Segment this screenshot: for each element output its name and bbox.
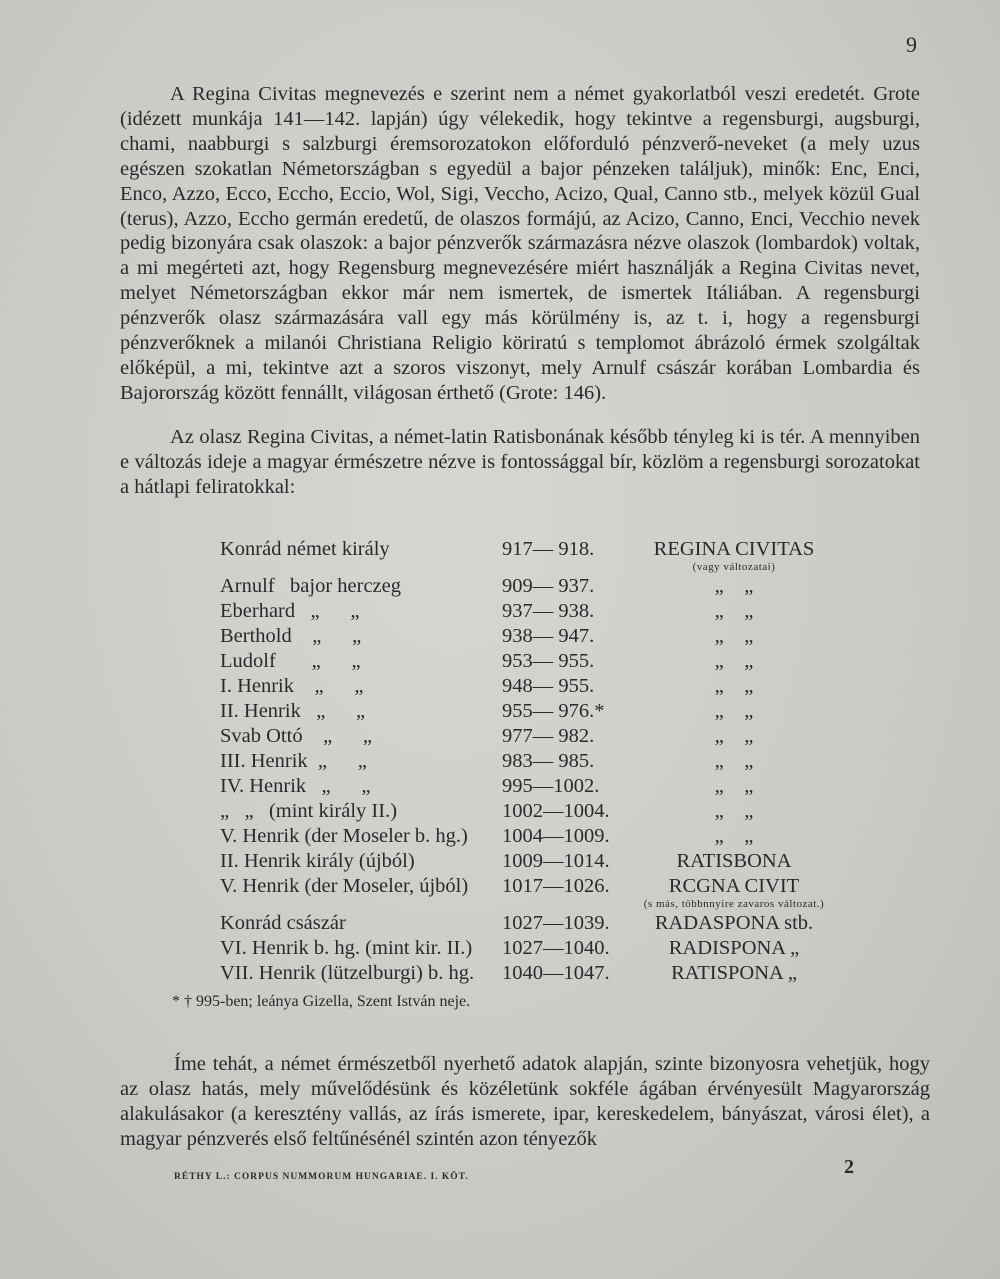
coin-legend <box>634 675 834 698</box>
ruler-name: VII. Henrik (lützelburgi) b. hg. <box>220 962 475 984</box>
coin-legend-text: „ „ <box>714 825 754 847</box>
reign-years: 938— 947. <box>502 625 595 647</box>
table-row <box>220 625 860 650</box>
coin-legend <box>634 775 834 798</box>
coin-legend <box>634 650 834 673</box>
paragraph-1 <box>120 82 920 406</box>
reign-years: 948— 955. <box>502 675 595 697</box>
coin-legend <box>634 600 834 623</box>
coin-legend-text: „ „ <box>714 700 754 722</box>
table-row <box>220 800 860 825</box>
coin-legend <box>634 750 834 773</box>
ruler-name: Svab Ottó „ „ <box>220 725 373 747</box>
coin-legend <box>634 912 834 935</box>
coin-legend <box>634 725 834 748</box>
coin-legend <box>634 850 834 873</box>
ruler-name: V. Henrik (der Moseler, újból) <box>220 875 469 897</box>
ruler-name: I. Henrik „ „ <box>220 675 364 697</box>
coin-legend-text: „ „ <box>714 800 754 822</box>
ruler-name: Ludolf „ „ <box>220 650 361 672</box>
table-row <box>220 650 860 675</box>
coin-legend-text: RATISBONA <box>676 850 792 872</box>
reign-years: 1040—1047. <box>502 962 610 984</box>
reign-years: 1002—1004. <box>502 800 610 822</box>
coin-legend <box>634 575 834 598</box>
reign-years: 1027—1039. <box>502 912 610 934</box>
paragraph-1-text: A Regina Civitas megnevezés e szerint nem a német gyakorlatból veszi eredetét. Grote (idézett munkája 141—142. lapján) úgy vélekedik, hogy tekintve a regensburgi, augsburgi, chami, naabburgi s salzburgi éremsorozatokon előforduló pénzverő-neveket (a mely uzus egészen szokatlan Németországban s egyedül a bajor pénzeken találjuk), minők: Enc, Enci, Enco, Azzo, Ecco, Eccho, Eccio, Wol, Sigi, Veccho, Acizo, Qual, Canno stb., melyek közül Gual (terus), Azzo, Eccho germán eredetű, de olaszos formájú, az Acizo, Canno, Enci, Vecchio nevek pedig bizonyára csak olaszok: a bajor pénzverők származásra nézve olaszok (lombardok) voltak, a mi megérteti azt, hogy Regensburg megnevezésére miért használják a Regina Civitas nevet, melyet Németországban ekkor már nem ismertek, de ismertek Itáliában. A regensburgi pénzverők olasz származására vall egy más körülmény is, az t. i, hogy a regensburgi pénzverőknek a milanói Christiana Religio köriratú s templomot ábrázoló érmek szolgáltak előképül, a mi, tekintve azt a szoros viszonyt, mely Arnulf császár korában Lombardia és Bajorország között fennállt, világosan érthető (Grote: 146). <box>120 83 920 404</box>
table-row <box>220 750 860 775</box>
table-row <box>220 875 860 912</box>
reign-years: 917— 918. <box>502 538 595 560</box>
printer-signature: RÉTHY L.: CORPUS NUMMORUM HUNGARIAE. I. KÖT. <box>174 1172 469 1182</box>
coin-legend <box>634 625 834 648</box>
legend-note: (s más, többnnyire zavaros változat.) <box>643 898 825 910</box>
ruler-name: Konrád német király <box>220 538 390 560</box>
ruler-name: Eberhard „ „ <box>220 600 360 622</box>
ruler-name: „ „ (mint király II.) <box>220 800 398 822</box>
coin-legend <box>634 962 834 985</box>
table-row <box>220 775 860 800</box>
signature-mark: 2 <box>844 1156 854 1178</box>
paragraph-3 <box>120 1052 930 1152</box>
table-row <box>220 725 860 750</box>
coin-legend-text: RADASPONA stb. <box>654 912 814 934</box>
paragraph-2-text: Az olasz Regina Civitas, a német-latin Ratisbonának később tényleg ki is tér. A mennyiben e változás ideje a magyar érmészetre nézve is fontossággal bír, közlöm a regensburgi sorozatokat a hátlapi feliratokkal: <box>120 426 920 498</box>
reign-years: 909— 937. <box>502 575 595 597</box>
paragraph-3-text: Íme tehát, a német érmészetből nyerhető adatok alapján, szinte bizonyosra vehetjük, hogy az olasz hatás, mely művelődésünk és közéletünk sokféle ágában érvényesült Magyarország alakulásakor (a keresztény vallás, az írás ismerete, ipar, kereskedelem, bányászat, városi élet), a magyar pénzverés első feltűnésénél szintén azon tényezők <box>120 1053 930 1150</box>
reign-years: 1009—1014. <box>502 850 610 872</box>
table-row <box>220 912 860 937</box>
ruler-name: V. Henrik (der Moseler b. hg.) <box>220 825 468 847</box>
table-row <box>220 962 860 987</box>
page-number: 9 <box>906 32 917 57</box>
coin-legend-text: „ „ <box>714 625 754 647</box>
coin-legend-text: „ „ <box>714 650 754 672</box>
coin-legend <box>634 800 834 823</box>
coin-legend-text: RADISPONA „ <box>668 937 800 959</box>
legend-note: (vagy változatai) <box>692 561 776 573</box>
ruler-name: Arnulf bajor herczeg <box>220 575 401 597</box>
reign-years: 937— 938. <box>502 600 595 622</box>
table-row <box>220 937 860 962</box>
coin-legend-text: „ „ <box>714 600 754 622</box>
reign-years: 995—1002. <box>502 775 600 797</box>
coin-legend-text: RCGNA CIVIT <box>668 875 800 897</box>
coin-legend-text: „ „ <box>714 750 754 772</box>
table-row <box>220 850 860 875</box>
ruler-name: II. Henrik király (újból) <box>220 850 415 872</box>
ruler-name: IV. Henrik „ „ <box>220 775 371 797</box>
ruler-name: Berthold „ „ <box>220 625 362 647</box>
coin-legend-text: „ „ <box>714 575 754 597</box>
reign-years: 953— 955. <box>502 650 595 672</box>
table-row <box>220 675 860 700</box>
reign-years: 977— 982. <box>502 725 595 747</box>
table-row <box>220 538 860 575</box>
reign-years: 955— 976.* <box>502 700 605 722</box>
reign-years: 1004—1009. <box>502 825 610 847</box>
coin-legend-text: „ „ <box>714 675 754 697</box>
rulers-coin-table <box>220 538 860 987</box>
ruler-name: II. Henrik „ „ <box>220 700 366 722</box>
coin-legend <box>634 937 834 960</box>
table-row <box>220 825 860 850</box>
ruler-name: VI. Henrik b. hg. (mint kir. II.) <box>220 937 473 959</box>
coin-legend <box>634 875 834 910</box>
reign-years: 983— 985. <box>502 750 595 772</box>
ruler-name: Konrád császár <box>220 912 346 934</box>
table-row <box>220 575 860 600</box>
coin-legend-text: „ „ <box>714 725 754 747</box>
paragraph-2 <box>120 425 920 500</box>
coin-legend <box>634 700 834 723</box>
ruler-name: III. Henrik „ „ <box>220 750 367 772</box>
footnote: * † 995-ben; leánya Gizella, Szent István neje. <box>172 993 471 1010</box>
coin-legend-text: REGINA CIVITAS <box>653 538 815 560</box>
coin-legend <box>634 538 834 573</box>
table-row <box>220 700 860 725</box>
coin-legend-text: RATISPONA „ <box>671 962 797 984</box>
reign-years: 1027—1040. <box>502 937 610 959</box>
coin-legend <box>634 825 834 848</box>
coin-legend-text: „ „ <box>714 775 754 797</box>
table-row <box>220 600 860 625</box>
reign-years: 1017—1026. <box>502 875 610 897</box>
